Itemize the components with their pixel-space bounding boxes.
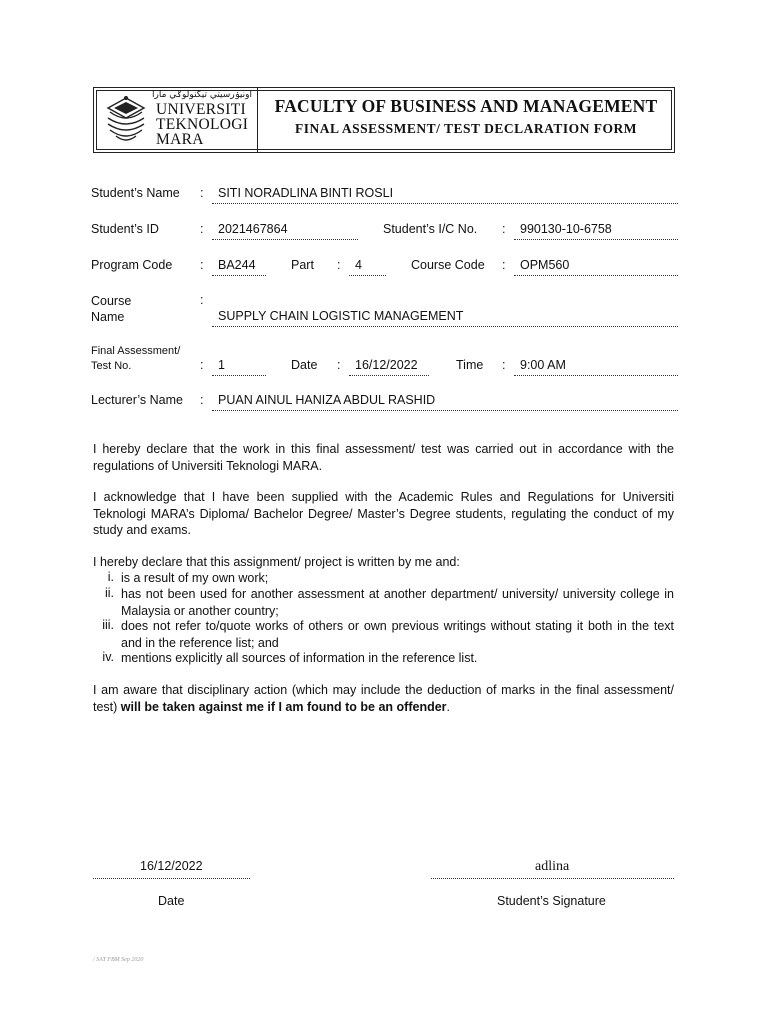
header-divider (257, 88, 258, 152)
declaration-paragraph-4 (93, 682, 674, 715)
part-line (349, 275, 386, 276)
student-ic-line (514, 239, 678, 240)
program-code-label: Program Code (91, 258, 173, 272)
logo-line-3: MARA (156, 131, 204, 148)
test-no-line (212, 375, 266, 376)
course-name-line (212, 326, 678, 327)
time-colon: : (502, 358, 506, 372)
logo-line-2: TEKNOLOGI (156, 116, 249, 133)
student-id-line (212, 239, 358, 240)
course-code-line (514, 275, 678, 276)
student-id-value: 2021467864 (218, 222, 288, 236)
course-code-colon: : (502, 258, 506, 272)
form-title: FINAL ASSESSMENT/ TEST DECLARATION FORM (294, 121, 638, 136)
declaration-item: mentions explicitly all sources of information in the reference list. (121, 651, 478, 665)
lecturer-name-colon: : (200, 393, 204, 407)
logo-arabic-text: اونيۏرسيتي تيكنولوݢي مارا (151, 90, 252, 100)
course-name-colon: : (200, 293, 204, 307)
part-colon: : (337, 258, 341, 272)
declaration-item-number: iii. (102, 618, 114, 632)
student-signature-label: Student’s Signature (497, 894, 606, 908)
declaration-paragraph-2: I acknowledge that I have been supplied with the Academic Rules and Regulations for Universiti Teknologi MARA’s Diploma/ Bachelor Degree/ Master’s Degree students, regulating the conduct of my study and exams. (93, 490, 674, 537)
declaration-item: has not been used for another assessment at another department/ university/ university college in Malaysia or another country; (121, 587, 674, 618)
date-line (349, 375, 429, 376)
student-name-line (212, 203, 678, 204)
student-name-label: Student’s Name (91, 186, 180, 200)
logo-line-1: UNIVERSITI (156, 101, 246, 118)
course-code-value: OPM560 (520, 258, 570, 272)
test-no-value: 1 (218, 358, 225, 372)
declaration-p4-start: I am aware that disciplinary action (which may include the deduction of marks in the final assessment/ test) (93, 683, 674, 714)
uitm-crest-icon (100, 94, 152, 146)
program-code-colon: : (200, 258, 204, 272)
student-ic-label: Student’s I/C No. (383, 222, 478, 236)
test-no-label (91, 344, 180, 374)
student-id-colon: : (200, 222, 204, 236)
time-label: Time (456, 358, 484, 372)
form-code: / SAT FBM Sep 2020 (93, 957, 144, 963)
signature-date-value: 16/12/2022 (140, 859, 203, 873)
lecturer-name-value: PUAN AINUL HANIZA ABDUL RASHID (218, 393, 436, 407)
time-value: 9:00 AM (520, 358, 566, 372)
declaration-p4-bold: will be taken against me if I am found to be an offender (120, 699, 447, 714)
student-ic-value: 990130-10-6758 (520, 222, 612, 236)
signature-date-line (93, 878, 250, 879)
part-value: 4 (355, 258, 362, 272)
faculty-title: FACULTY OF BUSINESS AND MANAGEMENT (274, 96, 658, 116)
test-no-label-line-2: Test No. (91, 360, 132, 372)
declaration-paragraph-3: I hereby declare that this assignment/ project is written by me and: (93, 555, 460, 569)
lecturer-name-line (212, 410, 678, 411)
declaration-item: does not refer to/quote works of others or own previous writings without stating it both in the text and in the reference list; and (121, 619, 674, 650)
header-box (93, 87, 675, 153)
test-no-colon: : (200, 358, 204, 372)
student-name-value: SITI NORADLINA BINTI ROSLI (218, 186, 394, 200)
declaration-p4-end: . (446, 699, 451, 714)
declaration-item-number: iv. (102, 650, 114, 664)
part-label: Part (291, 258, 314, 272)
declaration-item: is a result of my own work; (121, 571, 269, 585)
lecturer-name-label: Lecturer’s Name (91, 393, 183, 407)
student-name-colon: : (200, 186, 204, 200)
course-name-label-line-1: Course (91, 294, 132, 308)
student-id-label: Student’s ID (91, 222, 159, 236)
date-colon: : (337, 358, 341, 372)
declaration-paragraph-1: I hereby declare that the work in this final assessment/ test was carried out in accordance with the regulations of Universiti Teknologi MARA. (93, 442, 674, 473)
student-signature-value: adlina (535, 859, 570, 874)
student-ic-colon: : (502, 222, 506, 236)
date-value: 16/12/2022 (355, 358, 418, 372)
declaration-item-number: i. (107, 570, 114, 584)
date-label: Date (291, 358, 318, 372)
course-name-label (91, 293, 131, 325)
course-name-value: SUPPLY CHAIN LOGISTIC MANAGEMENT (218, 309, 464, 323)
program-code-value: BA244 (218, 258, 256, 272)
student-signature-line (431, 878, 674, 879)
program-code-line (212, 275, 266, 276)
course-name-label-line-2: Name (91, 310, 125, 324)
test-no-label-line-1: Final Assessment/ (91, 345, 181, 357)
declaration-item-number: ii. (104, 586, 114, 600)
signature-date-label: Date (158, 894, 185, 908)
time-line (514, 375, 678, 376)
logo-text (156, 102, 248, 147)
course-code-label: Course Code (411, 258, 485, 272)
